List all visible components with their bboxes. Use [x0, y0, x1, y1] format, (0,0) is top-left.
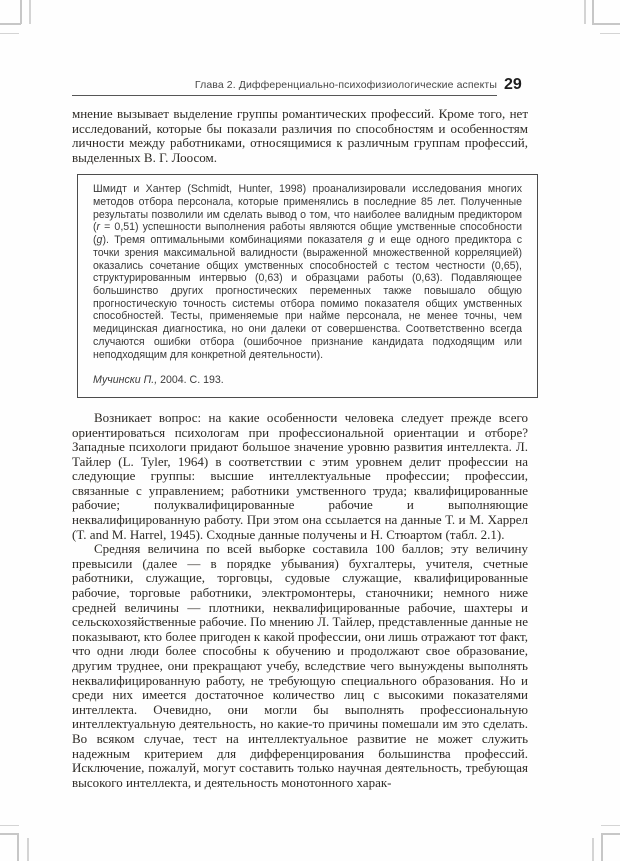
crop-mark-line: [601, 833, 620, 835]
crop-mark-line: [592, 23, 620, 25]
running-head: [72, 79, 497, 96]
crop-mark-line: [27, 838, 29, 861]
crop-mark-line: [0, 33, 19, 34]
crop-mark-line: [17, 833, 19, 861]
crop-mark-line: [20, 0, 22, 24]
crop-mark-line: [0, 825, 19, 826]
crop-mark-line: [592, 0, 594, 24]
paragraph-continuation: мнение вызывает выделение группы романтических профессий. Кроме того, нет исследований, которые бы показали различия по способностям и особенностям личности между работниками, относящимися к различным группам профессий, выделенных В. Г. Лоосом.: [72, 106, 528, 165]
crop-mark-line: [29, 0, 31, 24]
body-paragraph-2: Возникает вопрос: на какие особенности человека следует прежде всего ориентироваться психологам при профессиональной ориентации и отборе? Западные психологи придают большое значение уровню развития интеллекта. Л. Тайлер (L. Tyler, 1964) в соответствии с этим уровнем делит профессии на следующие группы: высшие интеллектуальные профессии; профессии, связанные с управлением; работники умственного труда; квалифицированные рабочие; полуквалифицированные рабочие и выполняющие неквалифицированную работу. При этом она ссылается на данные Т. и М. Харрел (T. and M. Harrel, 1945). Сходные данные получены и Н. Стюартом (табл. 2.1).: [72, 409, 528, 542]
body-paragraph-3: Средняя величина по всей выборке составила 100 баллов; эту величину превысили (далее — в порядке убывания) бухгалтеры, учителя, счетные работники, служащие, торговцы, судовые служащие, квалифицированные рабочие, торговые работники, электромонтеры, станочники; немного ниже средней величины — плотники, неквалифицированные рабочие, шахтеры и сельскохозяйственные рабочие. По мнению Л. Тайлер, представленные данные не показывают, кто более пригоден к какой профессии, они лишь отражают тот факт, что одни люди более способны к обучению и продолжают свое образование, другим труднее, они прекращают учебу, вследствие чего вынуждены выполнять неквалифицированную работу, не требующую специального образования. Но и среди них имеется достаточное количество лиц с высокими показателями интеллекта. Очевидно, они могли бы выполнять профессиональную интеллектуальную деятельность, но какие-то причины помешали им это сделать. Во всяком случае, тест на интеллектуальное развитие не может служить надежным критерием для дифференцирования большинства профессий. Исключение, пожалуй, могут составить только научная деятельность, требующая высокого интеллекта, и деятельность монотонного харак-: [72, 541, 528, 790]
crop-mark-line: [0, 23, 21, 25]
quote-box: [77, 174, 538, 398]
page-number: 29: [504, 76, 522, 93]
crop-mark-line: [601, 833, 603, 861]
quote-attribution: Мучински П., 2004. С. 193.: [93, 374, 224, 387]
crop-mark-line: [600, 33, 620, 34]
running-head-title: Глава 2. Дифференциально-психофизиологические аспекты: [194, 79, 497, 91]
crop-mark-line: [601, 825, 620, 826]
page-content: [72, 107, 528, 790]
crop-mark-line: [592, 838, 594, 861]
quote-text: Шмидт и Хантер (Schmidt, Hunter, 1998) проанализировали исследования многих методов отбора персонала, которые применялись в последние 85 лет. Полученные результаты позволили им сделать вывод о том, что наиболее валидным предиктором (r = 0,51) успешности выполнения работы являются общие умственные способности (g). Тремя оптимальными комбинациями показателя g и еще одного предиктора с точки зрения максимальной валидности (выраженной множественной корреляцией) оказались сочетание общих умственных способностей с тестом честности (0,65), структурированным интервью (0,63) и образцами работы (0,63). Подавляющее большинство других прогностических переменных также повышало общую прогностическую точность системы отбора помимо показателя общих умственных способностей. Тесты, применяемые при найме персонала, не менее точны, чем медицинская диагностика, но они далеки от совершенства. Соответственно всегда случаются ошибки отбора (ошибочное признание кандидата подходящим или неподходящим для конкретной деятельности).: [93, 183, 522, 361]
crop-mark-line: [584, 0, 586, 24]
